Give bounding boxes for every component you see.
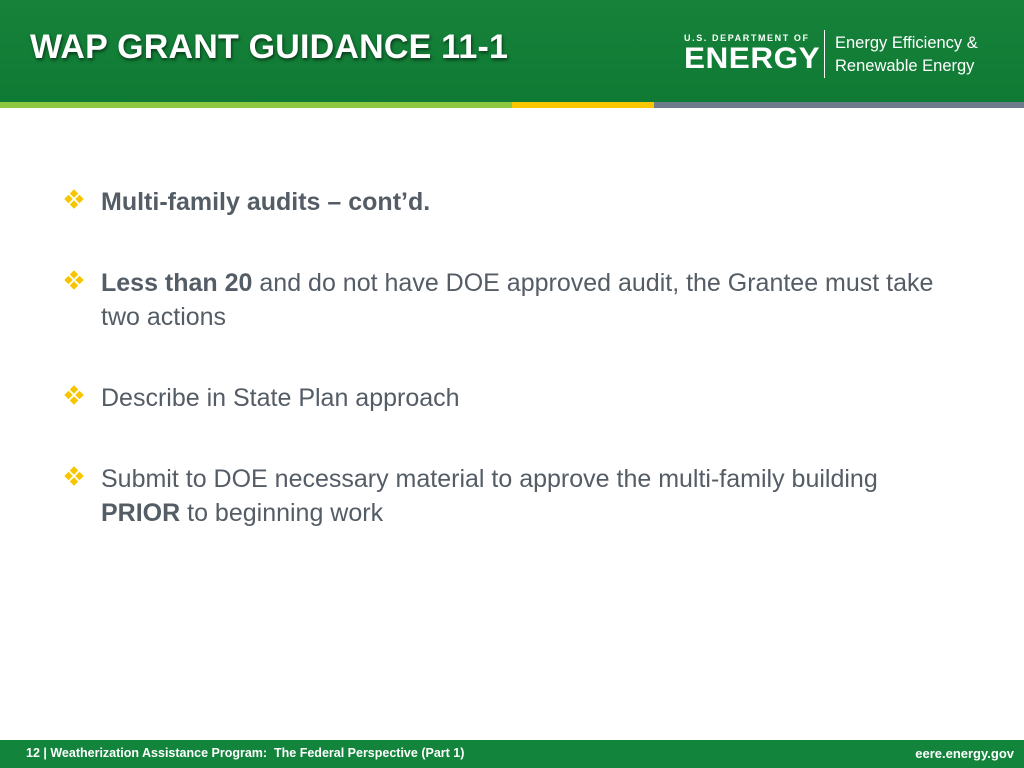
diamond-bullet-icon	[64, 466, 84, 486]
bullet-4-bold: PRIOR	[101, 499, 181, 527]
bullet-2-text: and do not have DOE approved audit, the Grantee must take two actions	[101, 269, 934, 331]
bullet-item-1	[64, 185, 944, 219]
footer-website: eere.energy.gov	[915, 746, 1014, 761]
accent-stripe-gray	[654, 102, 1024, 108]
header-bar	[0, 0, 1024, 102]
footer-slide-info: 12 | Weatherization Assistance Program: The Federal Perspective (Part 1)	[26, 746, 465, 760]
logo-department-line: U.S. DEPARTMENT OF	[684, 33, 810, 43]
accent-stripe-yellow	[512, 102, 654, 108]
logo-office-line-1: Energy Efficiency &	[835, 34, 978, 52]
bullet-item-2	[64, 266, 944, 334]
logo-energy-wordmark: ENERGY	[684, 42, 821, 75]
diamond-bullet-icon	[64, 270, 84, 290]
bullet-item-4	[64, 462, 944, 530]
logo-divider	[824, 30, 825, 78]
bullet-4-text-before: Submit to DOE necessary material to approve the multi-family building	[101, 465, 878, 493]
slide-title: WAP GRANT GUIDANCE 11-1	[30, 28, 509, 66]
bullet-1-bold: Multi-family audits – cont’d.	[101, 188, 431, 216]
bullet-2-bold: Less than 20	[101, 269, 253, 297]
diamond-bullet-icon	[64, 189, 84, 209]
diamond-bullet-icon	[64, 385, 84, 405]
bullet-4-text-after: to beginning work	[180, 499, 384, 527]
bullet-item-3	[64, 381, 944, 415]
accent-stripe-green	[0, 102, 512, 108]
logo-office-line-2: Renewable Energy	[835, 57, 975, 75]
footer-bar	[0, 740, 1024, 768]
logo-office-name	[835, 32, 978, 78]
bullet-3-text: Describe in State Plan approach	[101, 384, 460, 412]
bullet-list	[64, 185, 944, 530]
